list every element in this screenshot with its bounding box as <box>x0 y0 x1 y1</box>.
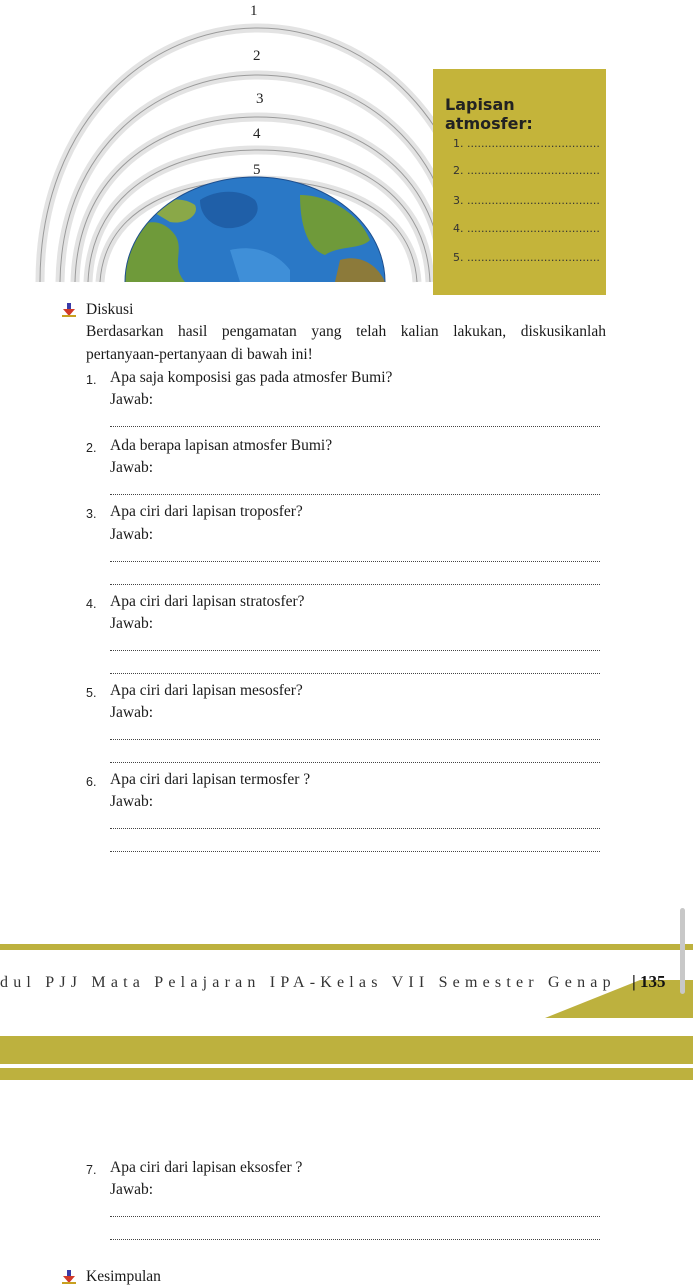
answer-label: Jawab: <box>110 391 154 408</box>
legend-item-number: 4. <box>453 222 464 235</box>
answer-line[interactable] <box>110 426 600 427</box>
answer-label: Jawab: <box>110 526 154 543</box>
question-1-text: Apa saja komposisi gas pada atmosfer Bumi? <box>110 369 393 386</box>
layer-number-3: 3 <box>256 91 264 107</box>
layer-number-4: 4 <box>253 126 261 142</box>
answer-label: Jawab: <box>110 793 154 810</box>
question-4-number: 4. <box>86 597 97 611</box>
question-6-text: Apa ciri dari lapisan termosfer ? <box>110 771 311 788</box>
legend-title: Lapisan atmosfer: <box>445 95 533 133</box>
page-number: | 135 <box>632 972 666 991</box>
question-2-text: Ada berapa lapisan atmosfer Bumi? <box>110 437 333 454</box>
intro-line-1: Berdasarkan hasil pengamatan yang telah kalian lakukan, diskusikanlah <box>86 323 606 340</box>
question-7-number: 7. <box>86 1163 97 1177</box>
legend-item-4 <box>453 222 600 235</box>
question-3-number: 3. <box>86 507 97 521</box>
question-7-text: Apa ciri dari lapisan eksosfer ? <box>110 1159 303 1176</box>
answer-line[interactable] <box>110 494 600 495</box>
layer-number-2: 2 <box>253 48 261 64</box>
earth-globe <box>120 170 390 285</box>
question-5-number: 5. <box>86 686 97 700</box>
legend-blank: ...................................... <box>467 137 600 150</box>
question-3-text: Apa ciri dari lapisan troposfer? <box>110 503 303 520</box>
layer-number-5: 5 <box>253 162 261 178</box>
answer-line[interactable] <box>110 1239 600 1240</box>
answer-line[interactable] <box>110 584 600 585</box>
legend-item-number: 5. <box>453 251 464 264</box>
section-heading-diskusi: Diskusi <box>86 301 134 318</box>
legend-blank: ...................................... <box>467 222 600 235</box>
scrollbar-thumb[interactable] <box>680 908 685 994</box>
section-heading-kesimpulan: Kesimpulan <box>86 1268 161 1285</box>
legend-blank: ...................................... <box>467 194 600 207</box>
footer-band-bottom <box>0 1068 693 1080</box>
question-6-number: 6. <box>86 775 97 789</box>
answer-line[interactable] <box>110 851 600 852</box>
legend-item-1 <box>453 137 600 150</box>
answer-label: Jawab: <box>110 704 154 721</box>
answer-line[interactable] <box>110 650 600 651</box>
intro-line-2: pertanyaan-pertanyaan di bawah ini! <box>86 346 313 363</box>
answer-line[interactable] <box>110 828 600 829</box>
question-4-text: Apa ciri dari lapisan stratosfer? <box>110 593 305 610</box>
answer-line[interactable] <box>110 1216 600 1217</box>
legend-blank: ...................................... <box>467 164 600 177</box>
legend-item-5 <box>453 251 600 264</box>
legend-item-3 <box>453 194 600 207</box>
legend-item-2 <box>453 164 600 177</box>
bullet-arrow-icon <box>62 1270 76 1284</box>
footer-band-middle <box>0 1036 693 1064</box>
answer-line[interactable] <box>110 561 600 562</box>
legend-item-number: 1. <box>453 137 464 150</box>
answer-label: Jawab: <box>110 459 154 476</box>
legend-item-number: 3. <box>453 194 464 207</box>
answer-label: Jawab: <box>110 615 154 632</box>
atmosphere-legend-box <box>433 69 606 295</box>
answer-line[interactable] <box>110 673 600 674</box>
answer-line[interactable] <box>110 762 600 763</box>
layer-number-1: 1 <box>250 3 258 19</box>
footer-module-title: dul PJJ Mata Pelajaran IPA-Kelas VII Semester Genap <box>0 974 616 991</box>
question-5-text: Apa ciri dari lapisan mesosfer? <box>110 682 303 699</box>
question-2-number: 2. <box>86 441 97 455</box>
question-1-number: 1. <box>86 373 97 387</box>
legend-blank: ...................................... <box>467 251 600 264</box>
answer-line[interactable] <box>110 739 600 740</box>
legend-item-number: 2. <box>453 164 464 177</box>
answer-label: Jawab: <box>110 1181 154 1198</box>
bullet-arrow-icon <box>62 303 76 317</box>
